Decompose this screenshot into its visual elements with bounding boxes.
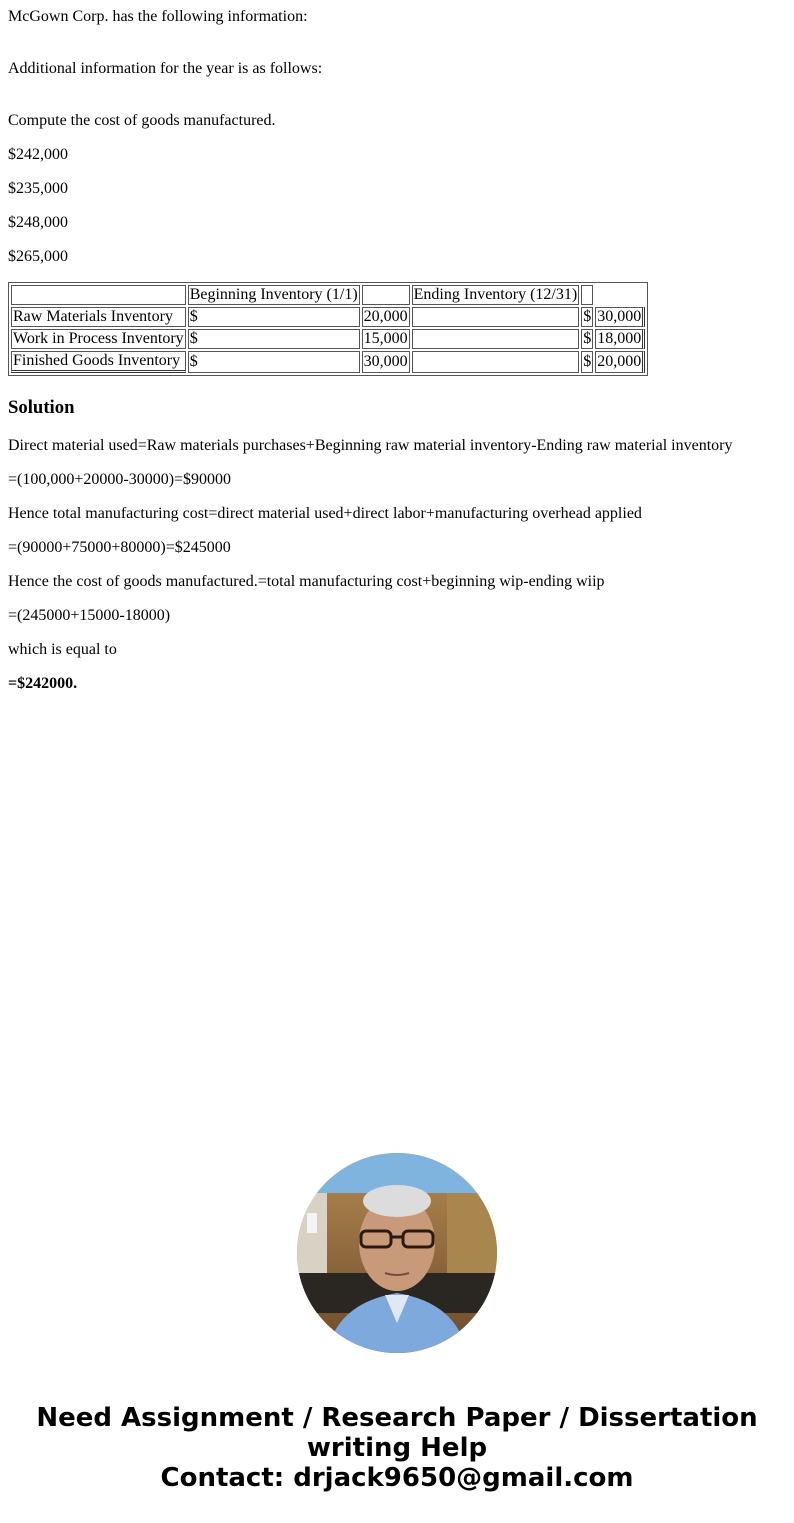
row-label: Finished Goods Inventory [11,351,186,373]
table-row [11,351,645,373]
question-additional: Additional information for the year is as follows: [8,60,323,77]
question-intro: McGown Corp. has the following information: [8,8,308,25]
ending-value: 20,000 [595,351,645,373]
header-beginning-inventory: Beginning Inventory (1/1) [189,286,358,303]
author-photo [297,1153,497,1353]
ending-value: 18,000 [595,329,645,349]
header-empty-cell [581,285,593,305]
beginning-value: 20,000 [363,308,408,325]
row-label: Raw Materials Inventory [11,307,186,327]
ending-value: 30,000 [595,307,645,327]
promo-line: Need Assignment / Research Paper / Dissertation [36,1403,758,1433]
solution-line: which is equal to [8,641,117,658]
dollar-sign: $ [581,351,593,373]
solution-line: =(245000+15000-18000) [8,607,171,624]
dollar-sign: $ [583,308,592,325]
solution-line: Hence total manufacturing cost=direct material used+direct labor+manufacturing overhead applied [8,505,642,522]
solution-answer: =$242000. [8,675,78,692]
dollar-sign: $ [583,330,592,347]
option-2[interactable]: $235,000 [8,180,68,197]
table-row [11,307,645,327]
beginning-value: 15,000 [363,330,408,347]
empty-cell [412,351,580,373]
dollar-sign: $ [188,351,360,373]
header-empty-cell [11,285,186,305]
solution-line: Direct material used=Raw materials purchases+Beginning raw material inventory-Ending raw material inventory [8,437,733,454]
solution-line: =(100,000+20000-30000)=$90000 [8,471,232,488]
table-header-row [11,285,645,305]
dollar-sign: $ [188,307,360,327]
promo-line: writing Help [306,1433,488,1463]
inventory-table [8,282,648,376]
option-3[interactable]: $248,000 [8,214,68,231]
solution-line: Hence the cost of goods manufactured.=total manufacturing cost+beginning wip-ending wiip [8,573,605,590]
promo-banner [0,1403,794,1493]
dollar-sign: $ [188,329,360,349]
empty-cell [412,329,580,349]
question-prompt: Compute the cost of goods manufactured. [8,112,276,129]
header-empty-cell [362,285,410,305]
solution-heading: Solution [8,397,75,418]
empty-cell [412,307,580,327]
row-label: Work in Process Inventory [13,330,184,347]
option-1[interactable]: $242,000 [8,146,68,163]
option-4[interactable]: $265,000 [8,248,68,265]
author-avatar [297,1153,497,1353]
header-ending-inventory: Ending Inventory (12/31) [413,286,578,303]
beginning-value: 30,000 [362,351,410,373]
table-row [11,329,645,349]
solution-line: =(90000+75000+80000)=$245000 [8,539,231,556]
promo-contact[interactable]: Contact: drjack9650@gmail.com [160,1463,634,1493]
